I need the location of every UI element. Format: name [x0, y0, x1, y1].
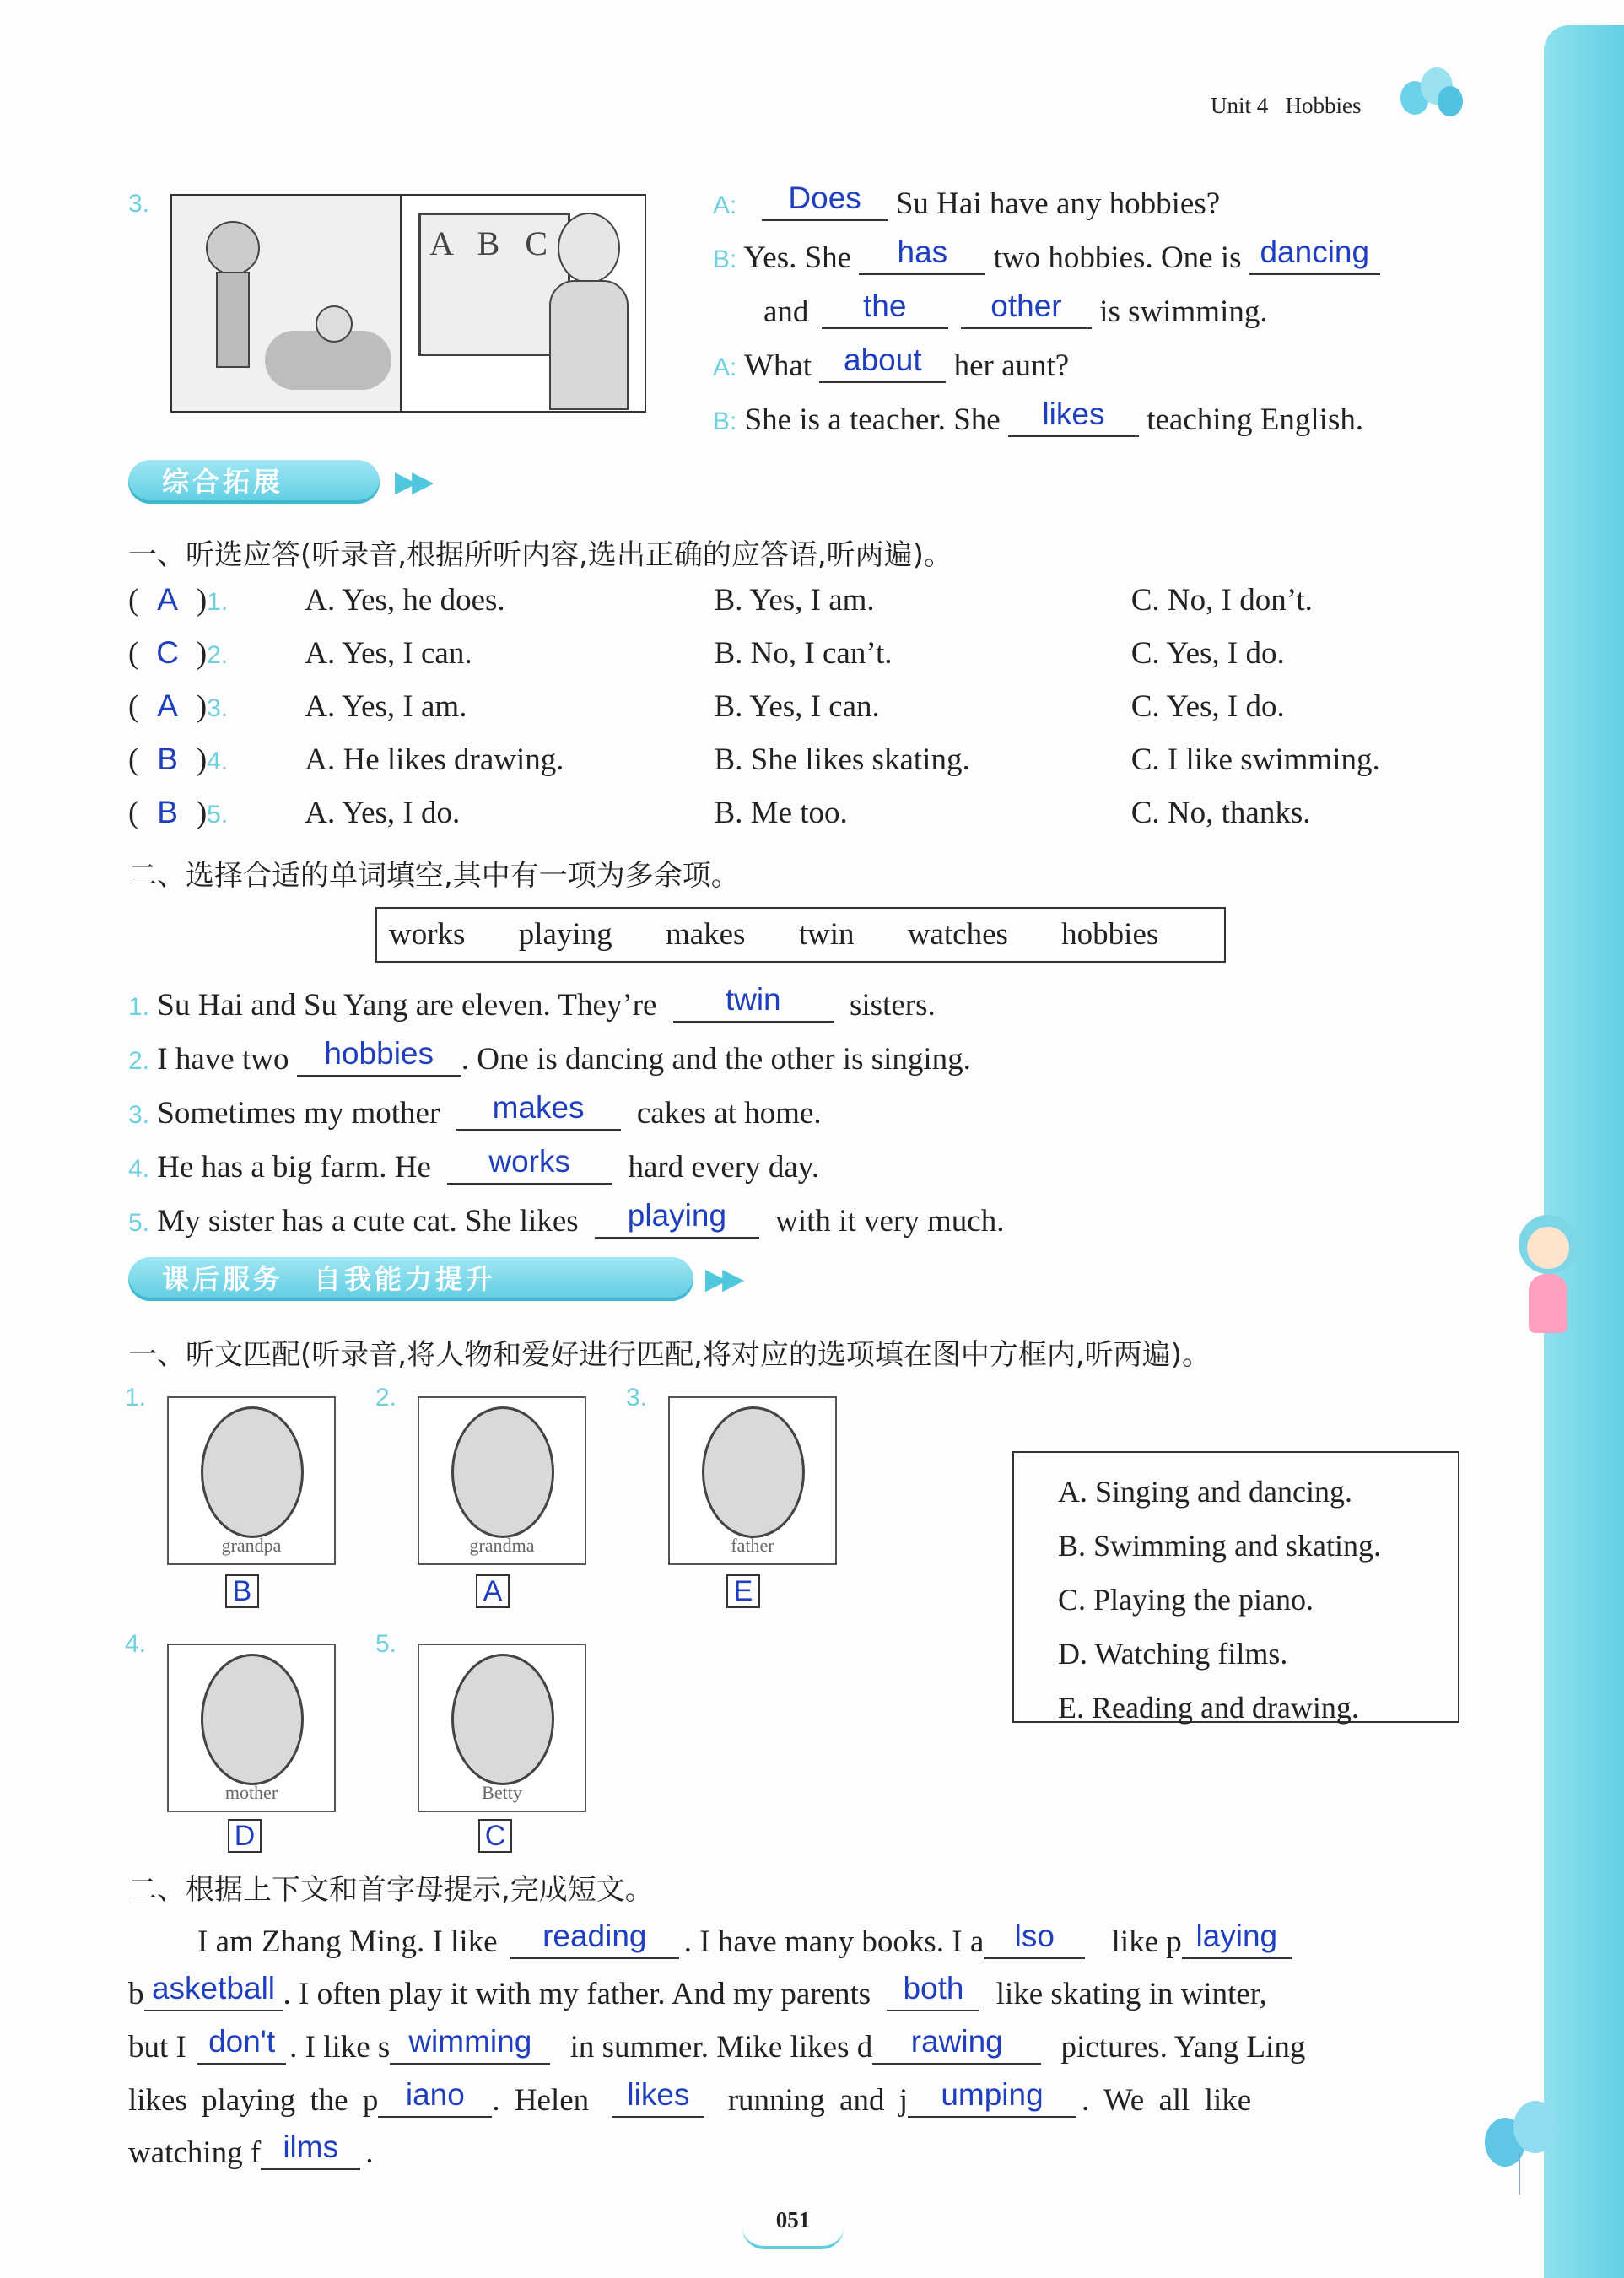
page-number: 051 [742, 2204, 844, 2248]
balloons-icon [1485, 2101, 1569, 2202]
passage-line-1: I am Zhang Ming. I like reading . I have many books. I a lso like p laying [197, 1924, 1292, 1960]
picture-left-panel [172, 196, 402, 411]
portrait-mother: mother [167, 1644, 336, 1812]
mc-row-2: ( C )2. A. Yes, I can. B. No, I can’t. C. Yes, I do. [128, 635, 1285, 671]
header-balloon-icon [1400, 67, 1468, 127]
double-arrow-icon: ▶▶ [705, 1262, 740, 1296]
option-item: C. Playing the piano. [1058, 1583, 1314, 1617]
answer-blank[interactable]: iano [378, 2084, 492, 2118]
options-box [1012, 1451, 1459, 1723]
answer-blank[interactable]: hobbies [297, 1043, 461, 1077]
answer-blank[interactable]: lso [984, 1925, 1085, 1959]
answer-blank[interactable]: has [859, 241, 985, 275]
option-item: A. Singing and dancing. [1058, 1475, 1352, 1509]
answer-blank[interactable]: asketball [144, 1978, 283, 2011]
side-strip [1544, 25, 1624, 2278]
dialogue-picture [170, 194, 646, 413]
answer-blank[interactable]: the [822, 295, 948, 329]
answer-blank[interactable]: ilms [261, 2136, 360, 2170]
dialogue-line-1: A: Does Su Hai have any hobbies? [713, 181, 1221, 221]
portrait-grandpa: grandpa [167, 1396, 336, 1565]
answer-blank[interactable]: likes [612, 2084, 704, 2118]
option-item: B. Swimming and skating. [1058, 1529, 1382, 1563]
answer-blank[interactable]: laying [1182, 1925, 1292, 1959]
fill-item-2: 2. I have two hobbies . One is dancing and the other is singing. [128, 1036, 971, 1077]
fill-item-5: 5. My sister has a cute cat. She likes playing with it very much. [128, 1198, 1005, 1239]
word-bank-item: works [389, 917, 466, 952]
word-bank-item: makes [665, 917, 746, 952]
dialogue-line-4: A: What about her aunt? [713, 343, 1070, 383]
word-bank-item: playing [518, 917, 612, 952]
header-unit: Unit 4 Hobbies [1211, 93, 1362, 118]
fill-item-3: 3. Sometimes my mother makes cakes at home. [128, 1090, 822, 1131]
portrait-number: 4. [125, 1630, 147, 1658]
answer-box[interactable]: A [476, 1574, 510, 1608]
word-bank-item: hobbies [1061, 917, 1159, 952]
dialogue-line-5: B: She is a teacher. She likes teaching English. [713, 397, 1364, 437]
face-icon [201, 1654, 304, 1785]
part2-heading: 二、选择合适的单词填空,其中有一项为多余项。 [128, 859, 740, 893]
section-banner-after-class: 课后服务 自我能力提升 ▶▶ [128, 1257, 693, 1301]
part3-heading: 一、听文匹配(听录音,将人物和爱好进行匹配,将对应的选项填在图中方框内,听两遍)。 [128, 1338, 1211, 1372]
answer-blank[interactable]: playing [595, 1205, 759, 1239]
answer-blank[interactable]: about [819, 349, 946, 383]
face-icon [451, 1406, 554, 1538]
answer-blank[interactable]: makes [456, 1097, 621, 1131]
mc-row-1: ( A )1. A. Yes, he does. B. Yes, I am. C. No, I don’t. [128, 582, 1313, 618]
answer-blank[interactable]: both [887, 1978, 979, 2011]
answer-box[interactable]: C [478, 1819, 512, 1853]
passage-line-3: but I don't . I like s wimming in summer. Mike likes d rawing pictures. Yang Ling [128, 2024, 1306, 2065]
answer-box[interactable]: E [726, 1574, 760, 1608]
mc-row-4: ( B )4. A. He likes drawing. B. She likes skating. C. I like swimming. [128, 742, 1380, 777]
portrait-father: father [668, 1396, 837, 1565]
fill-item-1: 1. Su Hai and Su Yang are eleven. They’re twin sisters. [128, 982, 936, 1023]
dialogue-number: 3. [128, 190, 150, 218]
section-banner-expand: 综合拓展 ▶▶ [128, 460, 380, 504]
part1-heading: 一、听选应答(听录音,根据所听内容,选出正确的应答语,听两遍)。 [128, 538, 952, 572]
portrait-grandma: grandma [418, 1396, 586, 1565]
fill-item-4: 4. He has a big farm. He works hard every day. [128, 1144, 820, 1185]
answer-blank[interactable]: likes [1008, 403, 1139, 437]
answer-blank[interactable]: other [961, 295, 1092, 329]
portrait-number: 3. [626, 1384, 648, 1412]
passage-line-4: likes playing the p iano . Helen likes running and j umping . We all like [128, 2077, 1252, 2118]
answer-blank[interactable]: don't [197, 2031, 286, 2065]
dialogue-line-2: B: Yes. She has two hobbies. One is dancing [713, 240, 1380, 276]
answer-blank[interactable]: Does [762, 187, 888, 221]
answer-blank[interactable]: reading [510, 1925, 679, 1959]
answer-box[interactable]: B [225, 1574, 259, 1608]
passage-line-5: watching f ilms . [128, 2130, 374, 2170]
mc-row-5: ( B )5. A. Yes, I do. B. Me too. C. No, thanks. [128, 795, 1311, 830]
part4-heading: 二、根据上下文和首字母提示,完成短文。 [128, 1873, 654, 1907]
answer-blank[interactable]: works [447, 1151, 612, 1185]
answer-blank[interactable]: dancing [1249, 241, 1380, 275]
face-icon [702, 1406, 805, 1538]
word-bank-item: twin [798, 917, 855, 952]
option-item: D. Watching films. [1058, 1637, 1288, 1671]
mc-row-3: ( A )3. A. Yes, I am. B. Yes, I can. C. Yes, I do. [128, 688, 1285, 724]
answer-blank[interactable]: umping [908, 2084, 1076, 2118]
answer-blank[interactable]: rawing [872, 2031, 1041, 2065]
face-icon [451, 1654, 554, 1785]
dialogue-line-3: and the other is swimming. [763, 289, 1268, 329]
portrait-number: 5. [375, 1630, 397, 1658]
word-bank [375, 907, 1226, 963]
word-bank-item: watches [907, 917, 1008, 952]
portrait-betty: Betty [418, 1644, 586, 1812]
face-icon [201, 1406, 304, 1538]
portrait-number: 2. [375, 1384, 397, 1412]
answer-blank[interactable]: wimming [390, 2031, 550, 2065]
answer-box[interactable]: D [228, 1819, 262, 1853]
girl-cartoon-icon [1510, 1215, 1586, 1358]
portrait-number: 1. [125, 1384, 147, 1412]
double-arrow-icon: ▶▶ [395, 465, 429, 499]
passage-line-2: b asketball . I often play it with my father. And my parents both like skating in winter, [128, 1971, 1267, 2011]
option-item: E. Reading and drawing. [1058, 1691, 1359, 1725]
picture-right-panel: A B C [402, 196, 643, 411]
header-title: Hobbies [1285, 93, 1362, 118]
answer-blank[interactable]: twin [673, 989, 834, 1023]
